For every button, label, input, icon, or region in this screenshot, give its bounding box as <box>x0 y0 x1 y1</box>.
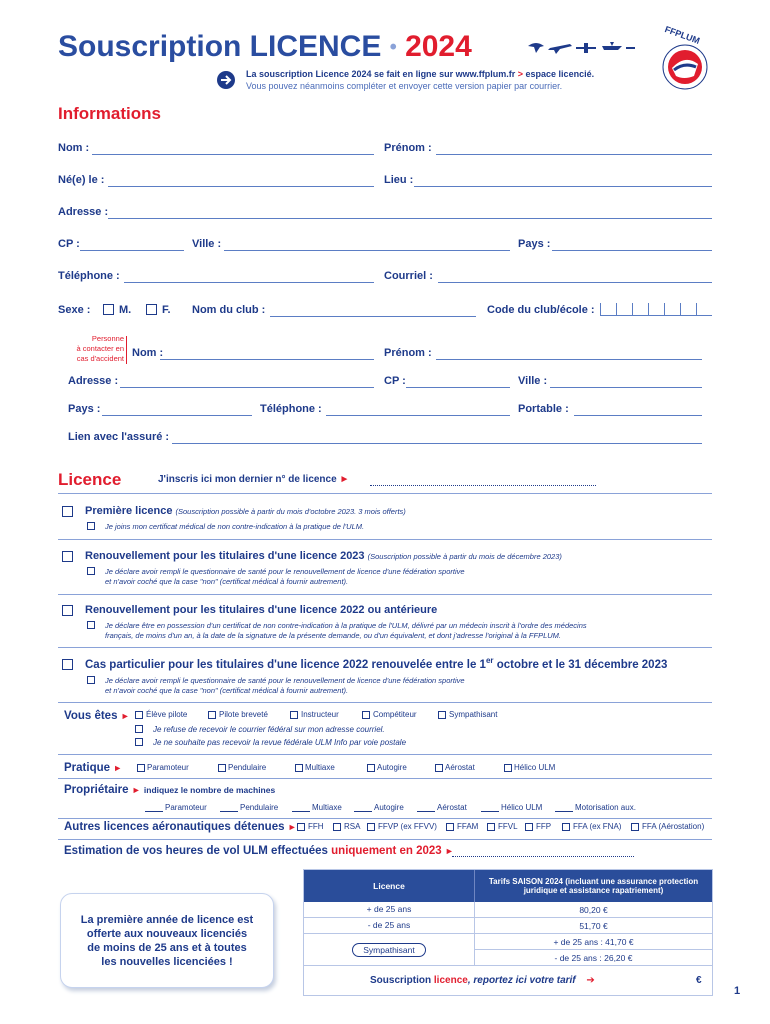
contact-telephone-label: Téléphone : <box>260 403 322 415</box>
opt2-title: Renouvellement pour les titulaires d'une licence 2023 <box>85 550 365 562</box>
multiaxe-checkbox[interactable] <box>295 764 303 772</box>
opt1-sub-text: Je joins mon certificat médical de non contre-indication à la pratique de l'ULM. <box>105 522 365 531</box>
total-euro: € <box>696 975 702 986</box>
opt1-note: (Souscription possible à partir du mois d'octobre 2023. 3 mois offerts) <box>175 507 406 516</box>
opt2-sub-line1: Je déclare avoir rempli le questionnaire de santé pour le renouvellement de licence d'une fédération sportive <box>105 567 465 576</box>
title-dot: • <box>389 36 397 59</box>
notice-line2: Vous pouvez néanmoins compléter et envoyer cette version papier par courrier. <box>246 81 563 91</box>
promo-box <box>60 893 274 988</box>
nom-line[interactable] <box>92 154 374 155</box>
section-informations: Informations <box>58 104 161 123</box>
pilote-brevete-checkbox[interactable] <box>208 711 216 719</box>
telephone-label: Téléphone : <box>58 270 120 282</box>
prop-multiaxe-label: Multiaxe <box>312 803 342 812</box>
premiere-licence-checkbox[interactable] <box>62 506 73 517</box>
courriel-label: Courriel : <box>384 270 433 282</box>
sexe-f-checkbox[interactable] <box>146 304 157 315</box>
opt4-sub-checkbox[interactable] <box>87 676 95 684</box>
instructeur-label: Instructeur <box>301 710 339 719</box>
tarif-symp-row-2: - de 25 ans : 26,20 € <box>474 950 712 966</box>
red-arrow-icon: ► <box>444 846 454 856</box>
opt4-sup: er <box>485 656 494 665</box>
contact-prenom-line[interactable] <box>436 359 702 360</box>
contact-adresse-label: Adresse : <box>68 375 119 387</box>
opt4-sub-line2: et n'avoir coché que la case "non" (certificat médical à fournir autrement). <box>105 686 349 695</box>
estimation-label <box>64 845 454 857</box>
sympathisant-checkbox[interactable] <box>438 711 446 719</box>
sexe-label: Sexe : <box>58 304 91 316</box>
autres-licences-text: Autres licences aéronautiques détenues <box>64 821 285 833</box>
competiteur-label: Compétiteur <box>373 710 417 719</box>
autogire-count-line[interactable] <box>354 811 372 812</box>
red-arrow-icon: ► <box>339 474 350 485</box>
contact-telephone-line[interactable] <box>326 415 510 416</box>
prop-pendulaire-label: Pendulaire <box>240 803 279 812</box>
ffplum-logo <box>654 34 716 96</box>
sexe-f-label: F. <box>162 304 171 316</box>
vous-etes-separator <box>58 754 712 755</box>
nom-club-label: Nom du club : <box>192 304 266 316</box>
nee-label: Né(e) le : <box>58 174 105 186</box>
tarif-total-row <box>304 970 712 994</box>
autogire-label: Autogire <box>377 763 407 772</box>
rsa-checkbox[interactable] <box>333 823 341 831</box>
total-input-line[interactable] <box>604 988 694 989</box>
opt1-title: Première licence <box>85 505 173 517</box>
aerostat-count-line[interactable] <box>417 811 435 812</box>
ffvl-label: FFVL <box>498 822 518 831</box>
opt4-title-a: Cas particulier pour les titulaires d'une licence 2022 renouvelée entre le 1 <box>85 658 486 671</box>
tarif-row-1 <box>304 902 712 918</box>
opt1-sub-checkbox[interactable] <box>87 522 95 530</box>
dernier-numero-text: J'inscris ici mon dernier n° de licence <box>158 474 337 485</box>
title-text: Souscription LICENCE <box>58 30 382 63</box>
lieu-label: Lieu : <box>384 174 414 186</box>
tarif-row-2-label: - de 25 ans <box>367 920 411 930</box>
logo-top-text: FFPLUM <box>663 24 702 46</box>
contact-lien-label: Lien avec l'assuré : <box>68 431 170 443</box>
paramoteur-checkbox[interactable] <box>137 764 145 772</box>
cas-particulier-title <box>85 656 667 671</box>
tarif-row-1-price: 80,20 € <box>474 902 712 918</box>
opt4-title-b: octobre et le 31 décembre 2023 <box>493 658 668 671</box>
emergency-contact-label <box>60 334 124 364</box>
tarifs-table <box>303 869 713 996</box>
licence-separator <box>58 493 712 494</box>
ffam-label: FFAM <box>457 822 479 831</box>
ffp-checkbox[interactable] <box>525 823 533 831</box>
emergency-label-line2: à contacter en <box>76 344 124 353</box>
total-text-a: Souscription <box>370 975 434 986</box>
arrow-right-icon: ➔ <box>586 975 595 986</box>
autres-licences-label <box>64 821 297 833</box>
section-licence: Licence <box>58 470 122 489</box>
sexe-m-label: M. <box>119 304 132 316</box>
cas-particulier-checkbox[interactable] <box>62 659 73 670</box>
promo-text: La première année de licence est offerte aux nouveaux licenciés de moins de 25 ans et à toutes les nouvelles licenciées ! <box>80 913 254 968</box>
refuse-revue-text: Je ne souhaite pas recevoir la revue fédérale ULM Info par voie postale <box>153 738 407 747</box>
opt4-separator <box>58 702 712 703</box>
opt1-separator <box>58 539 712 540</box>
proprietaire-text: Propriétaire <box>64 784 129 796</box>
total-text-c: , reportez ici votre tarif <box>467 975 576 986</box>
opt3-sub-line1: Je déclare être en possession d'un certificat de non contre-indication à la pratique de l'ULM, délivré par un médecin inscrit à l'ordre des médecins <box>105 621 587 630</box>
ffvl-checkbox[interactable] <box>487 823 495 831</box>
tarif-symp-label-cell <box>304 934 474 966</box>
pendulaire-count-line[interactable] <box>220 811 238 812</box>
pratique-label <box>64 762 122 774</box>
proprietaire-hint: indiquez le nombre de machines <box>143 785 276 795</box>
notice-end: espace licencié. <box>525 69 595 79</box>
arrow-circle-icon <box>216 70 236 90</box>
cp-label: CP : <box>58 238 80 250</box>
notice-bold: La souscription Licence 2024 se fait en ligne sur www.ffplum.fr <box>246 69 516 79</box>
ffvp-label: FFVP (ex FFVV) <box>378 822 437 831</box>
dernier-numero <box>158 474 349 485</box>
instructeur-checkbox[interactable] <box>290 711 298 719</box>
opt4-sub-line1: Je déclare avoir rempli le questionnaire de santé pour le renouvellement de licence d'une fédération sportive <box>105 676 465 685</box>
autogire-checkbox[interactable] <box>367 764 375 772</box>
adresse-label: Adresse : <box>58 206 109 218</box>
contact-pays-line[interactable] <box>102 415 252 416</box>
estimation-text-a: Estimation de vos heures de vol ULM effectuées <box>64 845 328 857</box>
multiaxe-label: Multiaxe <box>305 763 335 772</box>
emergency-label-line1: Personne <box>91 334 124 343</box>
competiteur-checkbox[interactable] <box>362 711 370 719</box>
page-title <box>58 30 472 64</box>
total-text-b: licence <box>433 975 468 986</box>
ffa-label: FFA (ex FNA) <box>573 822 622 831</box>
contact-ville-label: Ville : <box>518 375 548 387</box>
code-club-label: Code du club/école : <box>487 304 595 316</box>
red-arrow-icon: ► <box>113 763 123 773</box>
motorisation-count-line[interactable] <box>555 811 573 812</box>
adresse-line[interactable] <box>108 218 712 219</box>
red-arrow-icon: ► <box>131 785 141 795</box>
pratique-text: Pratique <box>64 762 111 774</box>
contact-portable-label: Portable : <box>518 403 569 415</box>
tarif-symp-row-1: + de 25 ans : 41,70 € <box>474 934 712 950</box>
contact-lien-line[interactable] <box>172 443 702 444</box>
emergency-label-line3: cas d'accident <box>76 354 124 363</box>
estimation-dots[interactable] <box>452 856 634 857</box>
notice-arrow: > <box>517 69 524 79</box>
nee-line[interactable] <box>108 186 374 187</box>
red-arrow-icon: ► <box>120 711 130 721</box>
renouv-2022-checkbox[interactable] <box>62 605 73 616</box>
ffh-label: FFH <box>308 822 324 831</box>
contact-ville-line[interactable] <box>550 387 702 388</box>
rsa-label: RSA <box>344 822 361 831</box>
prenom-line[interactable] <box>436 154 712 155</box>
paramoteur-label: Paramoteur <box>147 763 189 772</box>
online-notice <box>246 69 594 79</box>
sympathisant-pill: Sympathisant <box>352 943 426 957</box>
tarif-row-2-price: 51,70 € <box>474 918 712 934</box>
tarif-row-2 <box>304 918 712 934</box>
opt2-note: (Souscription possible à partir du mois de décembre 2023) <box>367 552 562 561</box>
prop-aerostat-label: Aérostat <box>437 803 467 812</box>
ffa-aerostation-label: FFA (Aérostation) <box>642 822 705 831</box>
proprietaire-separator <box>58 818 712 819</box>
tarifs-header-right <box>474 870 712 902</box>
prop-motorisation-label: Motorisation aux. <box>575 803 636 812</box>
pilote-brevete-label: Pilote breveté <box>219 710 268 719</box>
ffh-checkbox[interactable] <box>297 823 305 831</box>
contact-nom-label: Nom : <box>132 347 164 359</box>
renouv-2022-title: Renouvellement pour les titulaires d'une licence 2022 ou antérieure <box>85 604 438 616</box>
helico-count-line[interactable] <box>481 811 499 812</box>
aircraft-icons <box>526 38 636 58</box>
ffam-checkbox[interactable] <box>446 823 454 831</box>
proprietaire-label <box>64 784 275 796</box>
ffa-aerostation-checkbox[interactable] <box>631 823 639 831</box>
tarifs-col2: Tarifs SAISON 2024 (incluant une assurance protection juridique et assistance rapatriement) <box>488 877 699 895</box>
page-number: 1 <box>734 985 741 997</box>
prop-helico-label: Hélico ULM <box>501 803 543 812</box>
autres-separator <box>58 839 712 840</box>
vous-etes-text: Vous êtes <box>64 710 118 722</box>
premiere-licence-title <box>85 505 406 517</box>
pratique-separator <box>58 778 712 779</box>
tarifs-header-left <box>304 870 474 902</box>
prenom-label: Prénom : <box>384 142 432 154</box>
nom-club-line[interactable] <box>270 316 476 317</box>
opt3-sub-checkbox[interactable] <box>87 621 95 629</box>
contact-portable-line[interactable] <box>574 415 702 416</box>
red-arrow-icon: ► <box>287 822 297 832</box>
ville-line[interactable] <box>224 250 510 251</box>
sexe-m-checkbox[interactable] <box>103 304 114 315</box>
renouv-2023-title <box>85 550 562 562</box>
multiaxe-count-line[interactable] <box>292 811 310 812</box>
pays-label: Pays : <box>518 238 551 250</box>
helico-ulm-checkbox[interactable] <box>504 764 512 772</box>
paramoteur-count-line[interactable] <box>145 811 163 812</box>
dernier-numero-dots[interactable] <box>370 485 596 486</box>
title-year: 2024 <box>405 30 472 63</box>
contact-nom-line[interactable] <box>160 359 374 360</box>
contact-adresse-line[interactable] <box>120 387 374 388</box>
aerostat-checkbox[interactable] <box>435 764 443 772</box>
cp-line[interactable] <box>80 250 184 251</box>
eleve-pilote-label: Élève pilote <box>146 710 188 719</box>
ffa-checkbox[interactable] <box>562 823 570 831</box>
contact-cp-line[interactable] <box>406 387 510 388</box>
emergency-divider <box>126 336 127 364</box>
contact-pays-label: Pays : <box>68 403 101 415</box>
refuse-courrier-checkbox[interactable] <box>135 725 143 733</box>
pendulaire-label: Pendulaire <box>228 763 267 772</box>
helico-ulm-label: Hélico ULM <box>514 763 556 772</box>
opt2-sub-line2: et n'avoir coché que la case "non" (certificat médical à fournir autrement). <box>105 577 349 586</box>
ffvp-checkbox[interactable] <box>367 823 375 831</box>
eleve-pilote-checkbox[interactable] <box>135 711 143 719</box>
telephone-line[interactable] <box>124 282 374 283</box>
opt2-sub-checkbox[interactable] <box>87 567 95 575</box>
tarif-row-1-label: + de 25 ans <box>366 904 412 914</box>
prop-paramoteur-label: Paramoteur <box>165 803 207 812</box>
total-label <box>370 975 595 986</box>
tarifs-col1: Licence <box>373 881 405 891</box>
refuse-courrier-text: Je refuse de recevoir le courrier fédéral sur mon adresse courriel. <box>153 725 385 734</box>
ville-label: Ville : <box>192 238 222 250</box>
contact-cp-label: CP : <box>384 375 406 387</box>
refuse-revue-checkbox[interactable] <box>135 738 143 746</box>
opt2-separator <box>58 594 712 595</box>
renouv-2023-checkbox[interactable] <box>62 551 73 562</box>
courriel-line[interactable] <box>438 282 712 283</box>
contact-prenom-label: Prénom : <box>384 347 432 359</box>
ffp-label: FFP <box>536 822 552 831</box>
vous-etes-label <box>64 710 130 722</box>
pendulaire-checkbox[interactable] <box>218 764 226 772</box>
estimation-text-b: uniquement en 2023 <box>331 845 442 857</box>
code-club-boxes[interactable] <box>600 303 712 316</box>
opt3-separator <box>58 647 712 648</box>
opt3-sub-line2: français, de moins d'un an, à la date de la signature de la présente demande, ou d'un équivalent, et dont j'adresse l'original à la FFPLUM. <box>105 631 562 640</box>
pays-line[interactable] <box>552 250 712 251</box>
nom-label: Nom : <box>58 142 90 154</box>
prop-autogire-label: Autogire <box>374 803 404 812</box>
aerostat-label: Aérostat <box>445 763 475 772</box>
lieu-line[interactable] <box>414 186 712 187</box>
sympathisant-label: Sympathisant <box>449 710 498 719</box>
